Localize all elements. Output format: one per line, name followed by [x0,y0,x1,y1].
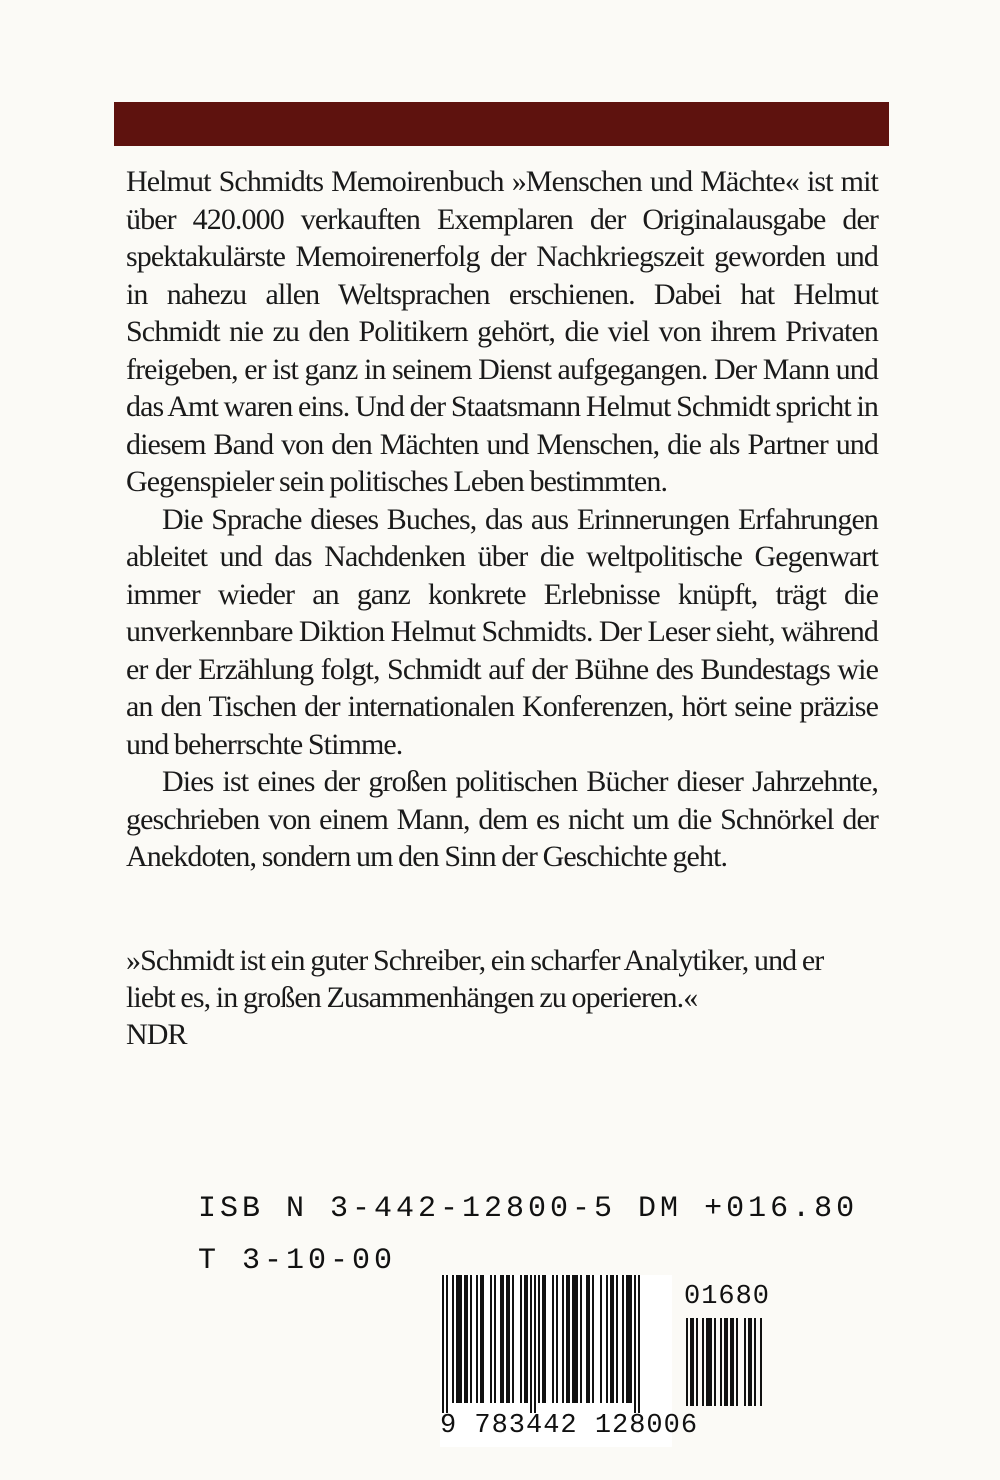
barcode-bar [610,1275,614,1403]
catalog-code-line: T 3-10-00 [198,1244,397,1278]
press-quote [126,942,886,1053]
barcode-bar [446,1275,448,1413]
barcode-bar [476,1275,478,1403]
barcode-bar [580,1275,582,1403]
barcode-bar [470,1275,472,1403]
barcode-bar [702,1318,704,1406]
barcode-bar [512,1275,514,1403]
barcode-bar [464,1275,468,1403]
blurb-paragraph-1: Helmut Schmidts Memoirenbuch »Menschen und Mächte« ist mit über 420.000 verkauften Exemplaren der Originalausgabe der spektakulärste Memoirenerfolg der Nachkriegszeit geworden und in nahezu allen Weltsprachen erschienen. Dabei hat Helmut Schmidt nie zu den Politikern gehört, die viel von ihrem Privaten freigeben, er ist ganz in seinem Dienst aufgegangen. Der Mann und das Amt waren eins. Und der Staatsmann Helmut Schmidt spricht in diesem Band von den Mächten und Menschen, die als Partner und Gegenspieler sein politisches Leben bestimmten. [126,165,878,498]
barcode-bar [706,1318,712,1406]
barcode-bar [720,1318,722,1406]
blurb-text [126,163,878,876]
barcode-bar [552,1275,554,1403]
barcode-bar [500,1275,504,1403]
barcode-bar [760,1318,762,1406]
barcode-bar [506,1275,510,1403]
barcode-bar [520,1275,522,1403]
quote-line-2: liebt es, in großen Zusammenhängen zu operieren.« [126,981,698,1014]
isbn-price-line: ISB N 3-442-12800-5 DM +016.80 [198,1192,859,1226]
barcode-bar [600,1275,602,1403]
barcode-bar [634,1275,636,1413]
barcode-bar [690,1318,694,1406]
barcode-bar [480,1275,484,1403]
ean-barcode [440,1275,699,1447]
barcode-bar [562,1275,564,1403]
barcode-bar [714,1318,716,1406]
barcode-bar [754,1318,756,1406]
barcode-bar [626,1275,632,1403]
addon-bars [684,1318,786,1416]
barcode-bar [748,1318,752,1406]
barcode-bar [530,1275,532,1413]
quote-line-1: »Schmidt ist ein guter Schreiber, ein scharfer Analytiker, und er [126,944,824,977]
barcode-bars [440,1275,672,1415]
barcode-bar [572,1275,578,1403]
barcode-bar [696,1318,698,1406]
barcode-bar [686,1318,688,1406]
decorative-top-bar [114,102,889,146]
barcode-bar [724,1318,728,1406]
barcode-bar [566,1275,570,1403]
barcode-bar [494,1275,496,1403]
barcode-bar [592,1275,594,1403]
barcode-bar [534,1275,536,1413]
blurb-paragraph-3: Dies ist eines der großen politischen Bücher dieser Jahrzehnte, geschrieben von einem Mann, dem es nicht um die Schnörkel der Anekdoten, sondern um den Sinn der Geschichte geht. [126,765,878,873]
barcode-bar [542,1275,546,1403]
barcode-bar [606,1275,608,1403]
barcode-bar [736,1318,738,1406]
barcode-bar [490,1275,492,1403]
barcode-bar [452,1275,454,1403]
price-addon-barcode [684,1282,786,1372]
barcode-bar [456,1275,462,1403]
barcode-bar [538,1275,540,1403]
barcode-bar [556,1275,558,1403]
barcode-bar [638,1275,640,1413]
barcode-digits: 9 783442 128006 [440,1411,699,1441]
blurb-paragraph-2: Die Sprache dieses Buches, das aus Erinnerungen Erfahrungen ableitet und das Nachdenken über die weltpolitische Gegenwart immer wieder an ganz konkrete Erlebnisse knüpft, trägt die unverkennbare Diktion Helmut Schmidts. Der Leser sieht, während er der Erzählung folgt, Schmidt auf der Bühne des Bundestags wie an den Tischen der internationalen Konferenzen, hört seine präzise und beherrschte Stimme. [126,502,878,761]
barcode-bar [442,1275,444,1413]
barcode-bar [524,1275,528,1403]
quote-source: NDR [126,1018,187,1051]
barcode-bar [622,1275,624,1403]
barcode-bar [616,1275,618,1403]
barcode-bar [730,1318,734,1406]
addon-digits: 01680 [684,1282,771,1312]
barcode-bar [586,1275,590,1403]
barcode-bar [744,1318,746,1406]
